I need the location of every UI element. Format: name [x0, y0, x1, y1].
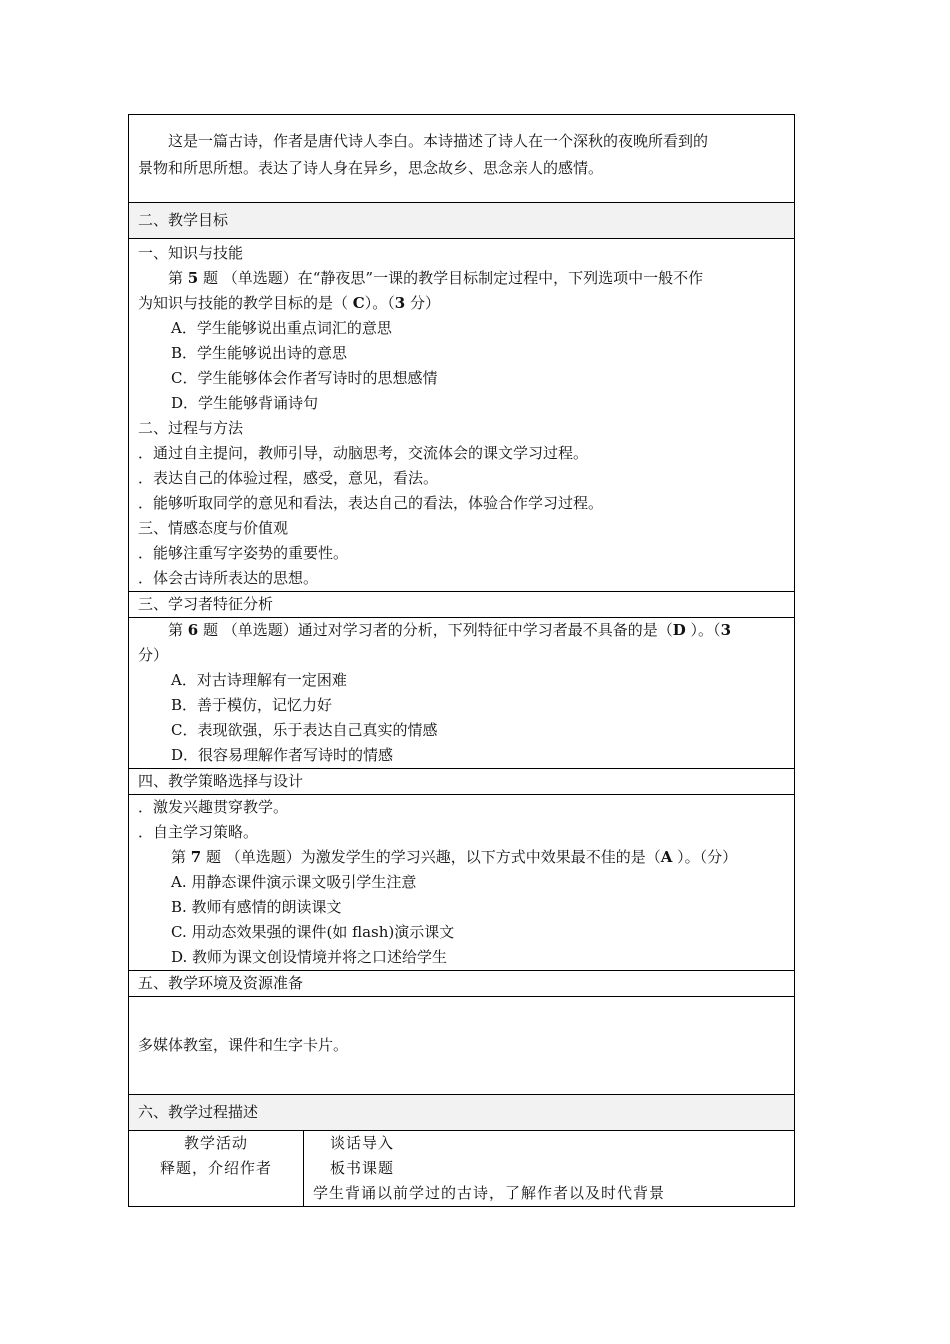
question-7: 第 7 题 （单选题）为激发学生的学习兴趣，以下方式中效果最不佳的是（A ）。（分） — [171, 848, 738, 866]
option-item: A．对古诗理解有一定困难 — [171, 671, 347, 689]
list-item: ．体会古诗所表达的思想。 — [138, 569, 319, 587]
section-title: 三、学习者特征分析 — [138, 595, 274, 613]
section-header-learners — [129, 592, 795, 618]
option-item: C. 用动态效果强的课件(如 flash)演示课文 — [171, 923, 455, 941]
question-5-line-2: 为知识与技能的教学目标的是（ C）。（3 分） — [138, 294, 440, 312]
option-item: D. 教师为课文创设情境并将之口述给学生 — [171, 948, 448, 966]
knowledge-title: 一、知识与技能 — [138, 244, 244, 262]
question-5: 第 5 题 （单选题）在“静夜思”一课的教学目标制定过程中，下列选项中一般不作 — [168, 269, 704, 287]
section-title: 六、教学过程描述 — [138, 1103, 259, 1121]
section-header-goals — [129, 203, 795, 239]
option-item: B．善于模仿，记忆力好 — [171, 696, 333, 714]
intro-line-2: 景物和所思所想。表达了诗人身在异乡，思念故乡、思念亲人的感情。 — [138, 159, 604, 177]
option-item: A．学生能够说出重点词汇的意思 — [171, 319, 392, 337]
list-item: ．通过自主提问，教师引导，动脑思考，交流体会的课文学习过程。 — [138, 444, 589, 462]
description-cell — [304, 1131, 795, 1207]
option-item: C．学生能够体会作者写诗时的思想感情 — [171, 369, 438, 387]
option-item: D．学生能够背诵诗句 — [171, 394, 319, 412]
strategy-content-row — [129, 795, 795, 971]
option-item: D．很容易理解作者写诗时的情感 — [171, 746, 394, 764]
question-6-line-2: 分） — [138, 646, 169, 664]
emotion-title: 三、情感态度与价值观 — [138, 519, 289, 537]
option-item: A. 用静态课件演示课文吸引学生注意 — [171, 873, 417, 891]
list-item: ．自主学习策略。 — [138, 823, 259, 841]
list-item: ．能够注重写字姿势的重要性。 — [138, 544, 349, 562]
activity-label: 教学活动 — [183, 1134, 248, 1152]
section-title: 五、教学环境及资源准备 — [138, 974, 304, 992]
section-title: 四、教学策略选择与设计 — [138, 772, 304, 790]
list-item: ．能够听取同学的意见和看法，表达自己的看法，体验合作学习过程。 — [138, 494, 604, 512]
section-title: 二、教学目标 — [138, 211, 229, 229]
activity-name: 释题，介绍作者 — [159, 1159, 272, 1177]
lesson-plan-table — [128, 114, 795, 1207]
intro-line-1: 这是一篇古诗，作者是唐代诗人李白。本诗描述了诗人在一个深秋的夜晚所看到的 — [168, 132, 709, 150]
environment-content-row — [129, 997, 795, 1095]
section-header-process — [129, 1095, 795, 1131]
intro-row — [129, 115, 795, 203]
list-item: ．激发兴趣贯穿教学。 — [138, 798, 289, 816]
description-line: 学生背诵以前学过的古诗，了解作者以及时代背景 — [313, 1184, 666, 1202]
section-header-environment — [129, 971, 795, 997]
goals-content-row — [129, 239, 795, 592]
question-6: 第 6 题 （单选题）通过对学习者的分析，下列特征中学习者最不具备的是（D ）。（3 — [168, 621, 731, 639]
list-item: ．表达自己的体验过程，感受，意见，看法。 — [138, 469, 439, 487]
section-header-strategy — [129, 769, 795, 795]
description-line: 谈话导入 — [330, 1134, 395, 1152]
option-item: B. 教师有感情的朗读课文 — [171, 898, 342, 916]
option-item: C．表现欲强，乐于表达自己真实的情感 — [171, 721, 438, 739]
option-item: B．学生能够说出诗的意思 — [171, 344, 348, 362]
environment-text: 多媒体教室，课件和生字卡片。 — [138, 1036, 349, 1054]
learners-content-row — [129, 618, 795, 769]
process-detail-row — [129, 1131, 795, 1207]
process-title: 二、过程与方法 — [138, 419, 244, 437]
description-line: 板书课题 — [330, 1159, 395, 1177]
activity-cell — [129, 1131, 304, 1207]
